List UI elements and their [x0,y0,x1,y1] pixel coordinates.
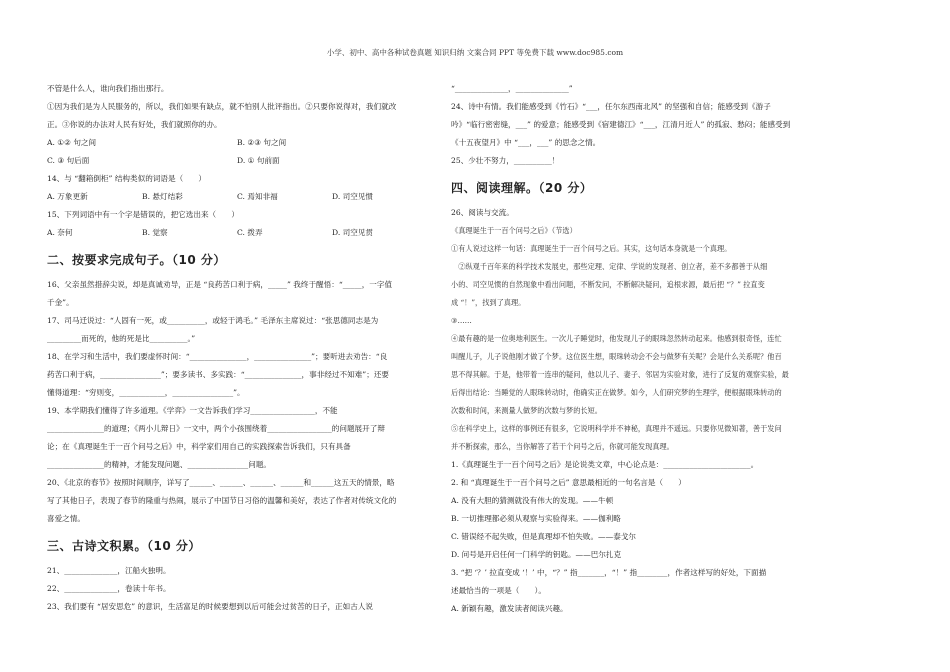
q14-options [47,188,427,206]
text-line: 3. “把 ‘？’ 拉直变成 ‘！’ 中，“？” 指_______，“！” 指________，作者这样写的好处，下面描 [451,568,767,577]
q13-options [47,152,427,170]
passage-line: 成 “！”，找到了真理。 [451,298,526,307]
text-line: 25、少壮不努力，__________！ [451,156,560,165]
text-line: 写了其他日子，表现了春节的隆重与热闹，展示了中国节日习俗的温馨和美好，表达了作者对传统文化的 [47,496,397,505]
right-column [451,80,836,618]
option: C. ③ 句后面 [47,156,90,165]
q13-options [47,134,427,152]
passage-line: 并不断探索，那么，当你解答了若干个问号之后，你就可能发现真理。 [451,442,674,451]
passage-title: 《真理诞生于一百个问号之后》（节选） [451,226,577,235]
passage-line: ③…… [451,316,472,325]
option: C. 焉知非福 [237,192,278,201]
text-line: 21、______________，江船火独明。 [47,566,171,575]
option: A. 奈何 [47,228,73,237]
text-line: 吟》“临行密密缝，___” 的爱意；能感受到《宿建德江》“___，江清月近人” 的孤寂、愁闷；能感受到 [451,120,791,129]
passage-line: ④最有趣的是一位奥地利医生。一次儿子睡觉时，他发现儿子的眼珠忽然转动起来。他感到很奇怪，连忙 [451,334,782,343]
q15-options [47,224,427,242]
text-line: 喜爱之情。 [47,514,85,523]
text-line: D. 问号是开启任何一门科学的钥匙。——巴尔扎克 [451,550,622,559]
option: B. ②③ 句之间 [237,138,287,147]
text-line: 24、诗中有情。我们能感受到《竹石》“___，任尔东西南北风” 的坚强和自信；能感受到《游子 [451,102,771,111]
question-15: 15、下列词语中有一个字是错误的，把它选出来（ ） [47,210,239,219]
question-26: 26、阅读与交流。 [451,208,514,217]
text-line: 22、______________，卷读十年书。 [47,584,171,593]
text-line: A. 新颖有趣，激发读者阅读兴趣。 [451,604,568,613]
text-line: 懂得道理：“穷则变，____________，________________”。 [47,388,245,397]
text-line: ①因为我们是为人民服务的，所以，我们如果有缺点，就不怕别人批评指出。②只要你说得对，我们就改 [47,102,397,111]
text-line: 17、司马迁说过：“人固有一死，或__________，或轻于鸿毛。” 毛泽东主席说过：“张思德同志是为 [47,316,379,325]
text-line: 药苦口利于病，________________”；要多读书、多实践：“_______________，事非经过不知难”；还要 [47,370,389,379]
passage-line: 次数和时间，来测量人做梦的次数与梦的长短。 [451,406,602,415]
text-line: 19、本学期我们懂得了许多道理。《学弈》一文告诉我们学习_________________，不能 [47,406,338,415]
section-2-heading: 二、按要求完成句子。（10 分） [47,253,226,267]
text-line: C. 错误经不起失败，但是真理却不怕失败。——泰戈尔 [451,532,637,541]
passage-line: ①有人说过这样一句话：真理诞生于一百个问号之后。其实，这句话本身就是一个真理。 [451,244,732,253]
text-line: 正。③你说的办法对人民有好处，我们就照你的办。 [47,120,222,129]
text-line: 18、在学习和生活中，我们要虚怀时间：“_______________，_______________”；要听进去劝告：“良 [47,352,388,361]
section-4-heading: 四、阅读理解。（20 分） [451,181,593,195]
option: B. 悬灯结彩 [142,192,183,201]
option: B. 觉察 [142,228,168,237]
text-line: 千金”。 [47,298,74,307]
question-14: 14、与 “翻箱倒柜” 结构类似的词语是（ ） [47,174,206,183]
text-line: 《十五夜望月》中 “___，___” 的思念之情。 [451,138,601,147]
option: C. 拨弄 [237,228,263,237]
option: D. ① 句前面 [237,156,280,165]
text-line: 不管是什么人，谁向我们指出那行。 [47,84,169,93]
text-line: 16、父亲虽然措辞尖说，却是真诚劝导，正是 “良药苦口利于病，_____” 我终于醒悟：“_____，一字值 [47,280,393,289]
option: D. 司空见贯 [332,228,374,237]
option: D. 司空见惯 [332,192,374,201]
option: A. ①② 句之间 [47,138,97,147]
text-line: 23、我们要有 “居安思危” 的意识，生活富足的时候要想到以后可能会过贫苦的日子，正如古人说 [47,602,373,611]
text-line: _________而死的，他的死是比__________。” [47,334,196,343]
text-line: A. 没有大胆的猜测就没有伟大的发现。——牛顿 [451,496,614,505]
passage-line: ②纵观千百年来的科学技术发展史，那些定理、定律、学说的发现者、创立者，差不多都善于从细 [451,262,768,271]
text-line: 1.《真理诞生于一百个问号之后》是论说类文章，中心论点是：_______________________。 [451,460,759,469]
section-3-heading: 三、古诗文积累。（10 分） [47,539,201,553]
passage-line: 后得出结论：当睡觉的人眼珠转动时，他确实正在做梦。如今，人们研究梦的生理学，便根据眼珠转动的 [451,388,782,397]
text-line: 述最恰当的一项是（ ）。 [451,586,546,595]
page-header: 小学、初中、高中各种试卷真题 知识归纳 文案合同 PPT 等免费下载 www.doc985.com [326,48,624,57]
passage-line: 叫醒儿子，儿子说他刚才做了个梦。这位医生想，眼珠转动会不会与做梦有关呢？会是什么关系呢？他百 [451,352,782,361]
text-line: _______________的道理；《两小儿辩日》一文中，两个小孩围绕着_________________的问题展开了辩 [47,424,385,433]
text-line: B. 一切推理都必须从观察与实验得来。——伽利略 [451,514,621,523]
text-line: _______________的精神，才能发现问题、________________问题。 [47,460,272,469]
left-column [47,80,427,616]
text-line: 20、《北京的春节》按照时间顺序，详写了______、______、______、______和______这五天的情景，略 [47,478,395,487]
text-line: 2. 和 “真理诞生于一百个问号之后” 意思最相近的一句名言是（ ） [451,478,686,487]
passage-line: 思不得其解。于是，他带着一连串的疑问，他以儿子、妻子、邻居为实验对象，进行了反复的观察实验，最 [451,370,789,379]
passage-line: ⑤在科学史上，这样的事例还有很多，它说明科学并不神秘，真理并不遥远。只要你见微知著，善于发问 [451,424,782,433]
text-line: “______________，______________” [451,84,573,93]
passage-line: 小的、司空见惯的自然现象中看出问题，不断发问，不断解决疑问，追根求源，最后把 “？” 拉直变 [451,280,765,289]
text-line: 论；在《真理诞生于一百个问号之后》中，科学家们用自己的实践探索告诉我们，只有具备 [47,442,351,451]
option: A. 万象更新 [47,192,88,201]
